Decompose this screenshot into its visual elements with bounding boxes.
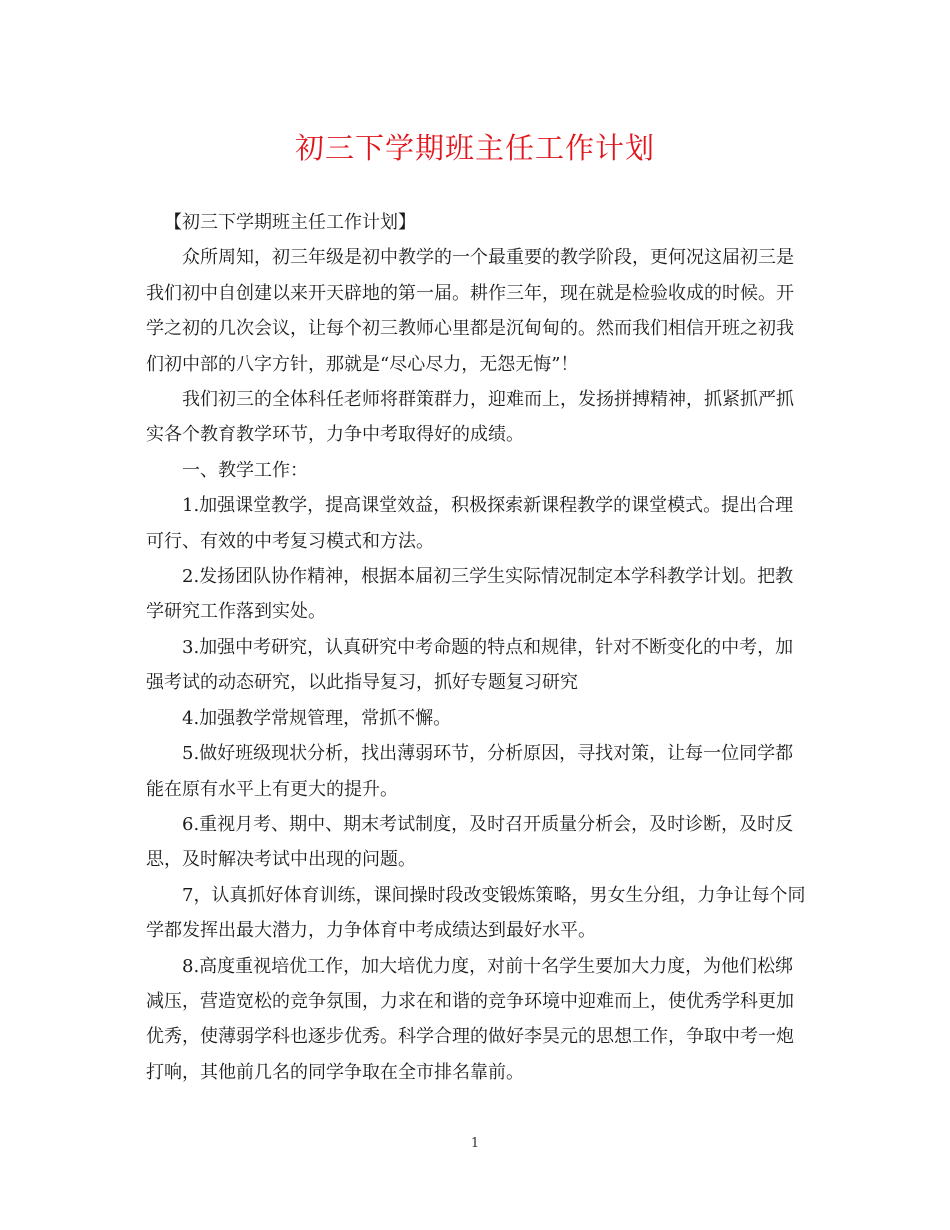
- list-item-3: 3.加强中考研究，认真研究中考命题的特点和规律，针对不断变化的中考，加强考试的动态研究，以此指导复习，抓好专题复习研究: [146, 636, 794, 694]
- paragraph-commitment: 我们初三的全体科任老师将群策群力，迎难而上，发扬拼搏精神，抓紧抓严抓实各个教育教学环节，力争中考取得好的成绩。: [146, 389, 794, 446]
- list-item-6: 6.重视月考、期中、期末考试制度，及时召开质量分析会，及时诊断，及时反思，及时解决考试中出现的问题。: [146, 813, 794, 871]
- section-heading-teaching: 一、教学工作：: [182, 459, 308, 481]
- document-body: [146, 205, 806, 1090]
- document-title: 初三下学期班主任工作计划: [294, 131, 655, 165]
- page-number: 1: [470, 1136, 480, 1151]
- list-item-7: 7，认真抓好体育训练，课间操时段改变锻炼策略，男女生分组，力争让每个同学都发挥出最大潜力，力争体育中考成绩达到最好水平。: [146, 884, 806, 942]
- paragraph-heading-bracket: 【初三下学期班主任工作计划】: [164, 212, 416, 233]
- list-item-1: 1.加强课堂教学，提高课堂效益，积极探索新课程教学的课堂模式。提出合理可行、有效的中考复习模式和方法。: [146, 495, 794, 552]
- list-item-8: 8.高度重视培优工作，加大培优力度，对前十名学生要加大力度，为他们松绑减压，营造宽松的竞争氛围，力求在和谐的竞争环境中迎难而上，使优秀学科更加优秀，使薄弱学科也逐步优秀。科学合理的做好李昊元的思想工作，争取中考一炮打响，其他前几名的同学争取在全市排名靠前。: [146, 955, 794, 1083]
- paragraph-intro: 众所周知，初三年级是初中教学的一个最重要的教学阶段，更何况这届初三是我们初中自创建以来开天辟地的第一届。耕作三年，现在就是检验收成的时候。开学之初的几次会议，让每个初三教师心里都是沉甸甸的。然而我们相信开班之初我们初中部的八字方针，那就是“尽心尽力，无怨无悔”！: [146, 247, 794, 375]
- list-item-4: 4.加强教学常规管理，常抓不懈。: [182, 707, 452, 729]
- list-item-2: 2.发扬团队协作精神，根据本届初三学生实际情况制定本学科教学计划。把教学研究工作落到实处。: [146, 566, 794, 623]
- list-item-5: 5.做好班级现状分析，找出薄弱环节，分析原因，寻找对策，让每一位同学都能在原有水平上有更大的提升。: [146, 743, 794, 800]
